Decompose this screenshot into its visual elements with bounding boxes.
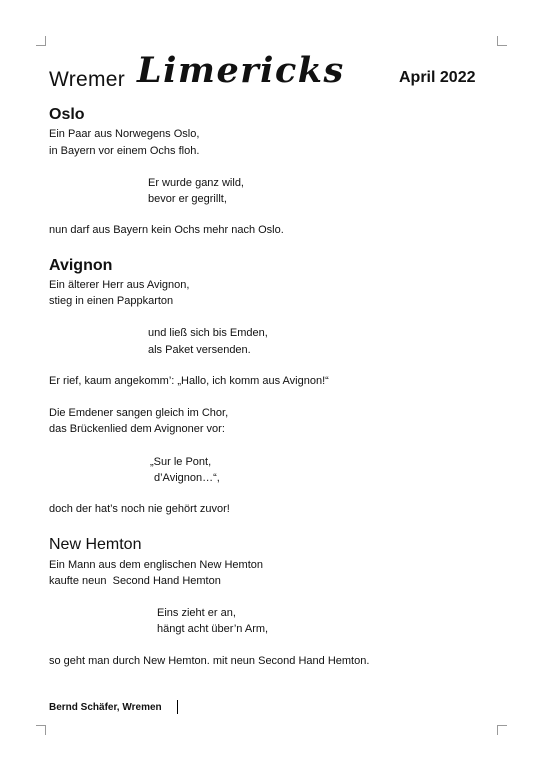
text-cursor [177,700,178,714]
poem-line: so geht man durch New Hemton. mit neun Second Hand Hemton. [49,655,370,667]
poem-line-indented: Er wurde ganz wild, [148,177,244,189]
poem-line: in Bayern vor einem Ochs floh. [49,145,200,157]
poem-line-indented: hängt acht über’n Arm, [157,623,269,635]
document-date: April 2022 [399,69,476,86]
section-heading-new-hemton: New Hemton [49,536,142,553]
page-corner-mark-top-left [36,36,46,46]
poem-line: nun darf aus Bayern kein Ochs mehr nach Oslo. [49,224,284,236]
poem-line: stieg in einen Pappkarton [49,295,174,307]
poem-line-indented: bevor er gegrillt, [148,193,227,205]
page-corner-mark-top-right [497,36,507,46]
poem-line-indented: Eins zieht er an, [157,607,236,619]
poem-line: Er rief, kaum angekomm’: „Hallo, ich komm aus Avignon!“ [49,375,329,387]
page-corner-mark-bottom-left [36,725,46,735]
author-signature: Bernd Schäfer, Wremen [49,702,162,713]
poem-line: Die Emdener sangen gleich im Chor, [49,407,229,419]
document-title: Limericks [137,50,345,91]
poem-line: Ein älterer Herr aus Avignon, [49,279,190,291]
poem-line: Ein Paar aus Norwegens Oslo, [49,128,200,140]
document-header [49,50,489,94]
poem-line: das Brückenlied dem Avignoner vor: [49,423,225,435]
section-heading-oslo: Oslo [49,106,85,123]
poem-line-indented: und ließ sich bis Emden, [148,327,268,339]
poem-line: Ein Mann aus dem englischen New Hemton [49,559,264,571]
poem-line-indented: als Paket versenden. [148,344,251,356]
header-place-name: Wremer [49,68,126,91]
section-heading-avignon: Avignon [49,257,113,274]
poem-line-indented: d’Avignon…“, [154,472,220,484]
poem-line: doch der hat’s noch nie gehört zuvor! [49,503,230,515]
page-corner-mark-bottom-right [497,725,507,735]
poem-line: kaufte neun Second Hand Hemton [49,575,221,587]
poem-line-indented: „Sur le Pont, [150,456,212,468]
